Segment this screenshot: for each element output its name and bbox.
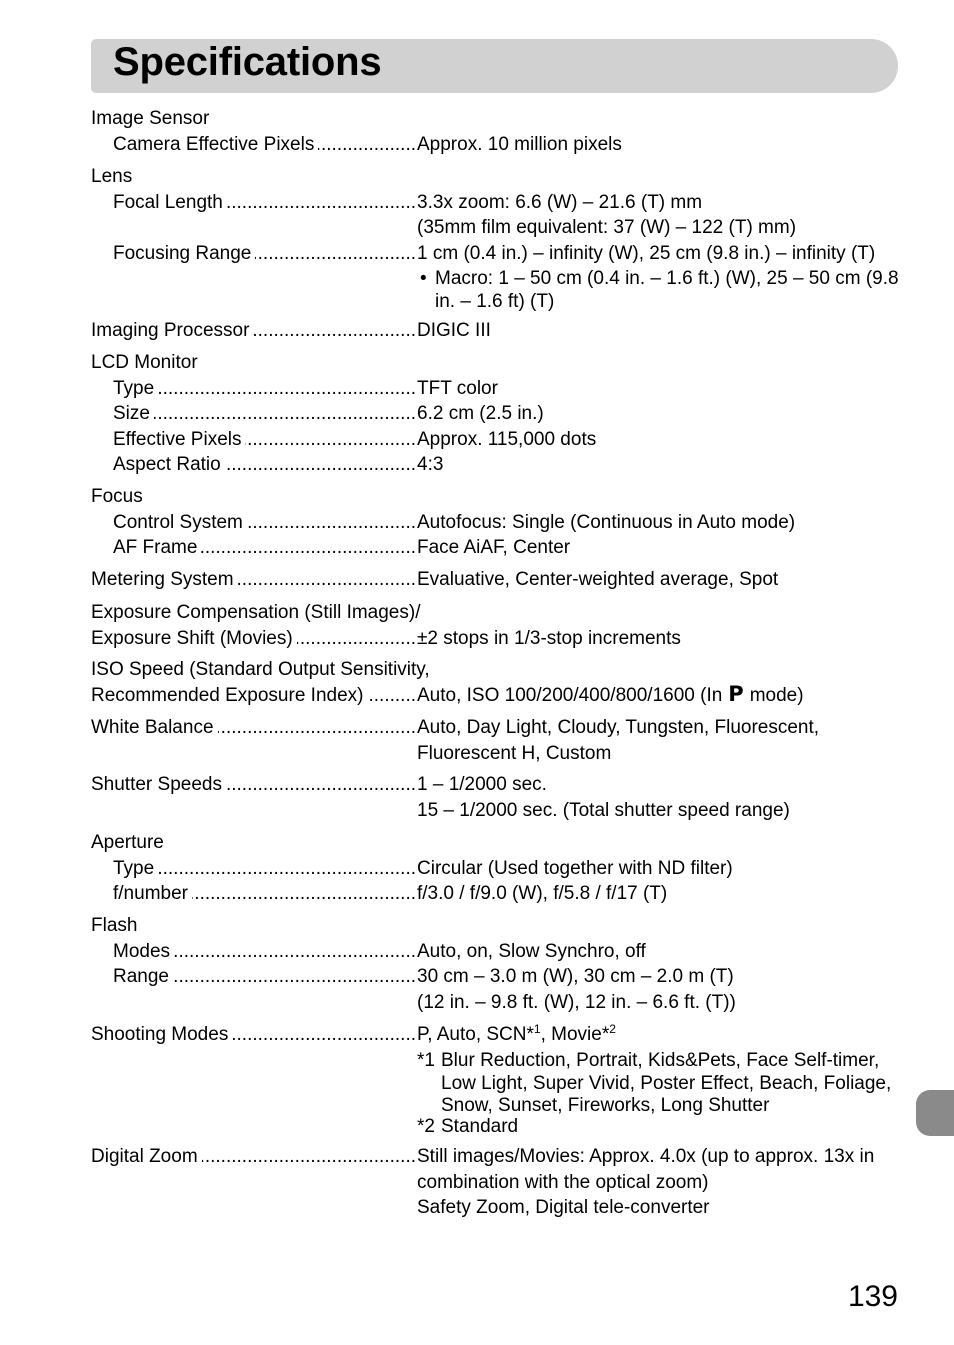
- spec-label: Focusing Range: [113, 242, 252, 264]
- spec-label: Focal Length: [113, 191, 223, 213]
- macro-note-continuation: [91, 290, 898, 313]
- section-heading: LCD Monitor: [91, 352, 198, 373]
- dot-leader: [367, 683, 416, 709]
- spec-label-cell: [113, 241, 417, 267]
- spec-section-metering-system: [91, 567, 898, 593]
- spec-section-lens: [91, 164, 898, 313]
- shooting-modes-text: , Movie*: [540, 1024, 610, 1045]
- spec-value: Approx. 10 million pixels: [417, 133, 622, 155]
- spec-label-line: [91, 600, 898, 626]
- spec-label-cell: [113, 401, 417, 427]
- macro-note-text: in. – 1.6 ft) (T): [435, 291, 555, 313]
- spec-value: Approx. 115,000 dots: [417, 428, 597, 450]
- chapter-side-tab: [916, 1090, 954, 1136]
- spec-section-lcd-monitor: [91, 350, 898, 478]
- spec-label-cell: [91, 318, 417, 344]
- spec-value-continuation: [91, 741, 898, 767]
- iso-value-text: mode): [749, 684, 804, 706]
- spec-label: Control System: [113, 511, 243, 533]
- dot-leader: [227, 190, 416, 216]
- section-heading-row: [91, 350, 898, 376]
- spec-value: 15 – 1/2000 sec. (Total shutter speed range): [417, 799, 790, 821]
- spec-value: Still images/Movies: Approx. 4.0x (up to approx. 13x in: [417, 1146, 875, 1167]
- footnote-text: Blur Reduction, Portrait, Kids&Pets, Face Self-timer,: [441, 1049, 880, 1071]
- section-heading-row: [91, 830, 898, 856]
- macro-note-text: Macro: 1 – 50 cm (0.4 in. – 1.6 ft.) (W), 25 – 50 cm (9.8: [435, 268, 899, 289]
- spec-label: AF Frame: [113, 537, 198, 558]
- macro-note-bullet: [91, 266, 898, 292]
- spec-section-flash: [91, 913, 898, 1015]
- section-heading: Focus: [91, 486, 143, 507]
- section-heading-row: [91, 164, 898, 190]
- spec-label-cell: [113, 190, 417, 216]
- spec-value: (12 in. – 9.8 ft. (W), 12 in. – 6.6 ft. (T)): [417, 991, 736, 1013]
- spec-row-lcd-effective-pixels: [91, 427, 898, 453]
- spec-section-shutter-speeds: [91, 772, 898, 823]
- dot-leader: [158, 856, 416, 882]
- spec-value: Face AiAF, Center: [417, 537, 571, 558]
- spec-label: Size: [113, 403, 150, 424]
- section-heading-row: [91, 913, 898, 939]
- spec-value: Autofocus: Single (Continuous in Auto mode): [417, 511, 796, 533]
- spec-row-f-number: [91, 881, 898, 907]
- spec-label-cell: [91, 715, 417, 741]
- section-heading: Flash: [91, 915, 138, 936]
- spec-row-lcd-aspect-ratio: [91, 452, 898, 478]
- spec-row-aperture-type: [91, 856, 898, 882]
- footnote-1-continuation: [91, 1072, 898, 1095]
- spec-value: Auto, on, Slow Synchro, off: [417, 940, 646, 962]
- spec-value-continuation: [91, 215, 898, 241]
- dot-leader: [154, 401, 416, 427]
- spec-value: 30 cm – 3.0 m (W), 30 cm – 2.0 m (T): [417, 966, 734, 987]
- bullet-icon: •: [420, 268, 427, 289]
- spec-value-continuation: [91, 1195, 898, 1221]
- spec-label-cell: [113, 939, 417, 965]
- spec-value-continuation: [91, 798, 898, 824]
- spec-section-image-sensor: [91, 106, 898, 157]
- spec-value: TFT color: [417, 377, 498, 399]
- page-title: Specifications: [113, 40, 382, 84]
- iso-value-text: Auto, ISO 100/200/400/800/1600 (In: [417, 684, 723, 706]
- spec-row-exposure-shift: [91, 626, 898, 652]
- spec-label-cell: [113, 510, 417, 536]
- footnote-text: Standard: [441, 1116, 519, 1138]
- spec-label: Exposure Compensation (Still Images)/: [91, 602, 421, 623]
- spec-label: f/number: [113, 883, 188, 904]
- dot-leader: [202, 1144, 416, 1170]
- spec-label: Aspect Ratio: [113, 454, 221, 475]
- spec-section-aperture: [91, 830, 898, 907]
- dot-leader: [173, 964, 416, 990]
- program-mode-icon: P: [728, 681, 744, 706]
- section-heading: Aperture: [91, 832, 164, 853]
- spec-value: Circular (Used together with ND filter): [417, 857, 733, 879]
- footnote-ref: 2: [609, 1022, 616, 1036]
- spec-value: [417, 1022, 616, 1048]
- spec-value: combination with the optical zoom): [417, 1171, 709, 1193]
- dot-leader: [218, 715, 416, 741]
- footnote-2: [91, 1115, 898, 1138]
- spec-row-lcd-size: [91, 401, 898, 427]
- spec-section-exposure: [91, 600, 898, 651]
- spec-label: Modes: [113, 940, 171, 962]
- spec-label: Type: [113, 857, 155, 879]
- section-heading: Image Sensor: [91, 108, 210, 129]
- spec-label: Digital Zoom: [91, 1146, 198, 1167]
- spec-value: Safety Zoom, Digital tele-converter: [417, 1197, 710, 1218]
- spec-value: f/3.0 / f/9.0 (W), f/5.8 / f/17 (T): [417, 883, 668, 904]
- footnote-text: Low Light, Super Vivid, Poster Effect, Beach, Foliage,: [441, 1072, 892, 1094]
- spec-value: ±2 stops in 1/3-stop increments: [417, 627, 681, 649]
- section-heading-row: [91, 484, 898, 510]
- spec-label-cell: [113, 376, 417, 402]
- spec-value: Evaluative, Center-weighted average, Spot: [417, 569, 779, 590]
- spec-label-cell: [91, 683, 417, 709]
- spec-label-cell: [91, 772, 417, 798]
- section-heading: Lens: [91, 166, 133, 187]
- page-number: 139: [847, 1280, 898, 1313]
- spec-section-digital-zoom: [91, 1144, 898, 1221]
- spec-row-focal-length: [91, 190, 898, 216]
- spec-value: DIGIC III: [417, 320, 491, 341]
- spec-label: Imaging Processor: [91, 320, 250, 341]
- spec-value: (35mm film equivalent: 37 (W) – 122 (T) mm): [417, 217, 797, 238]
- spec-value: 3.3x zoom: 6.6 (W) – 21.6 (T) mm: [417, 191, 703, 213]
- spec-row-lcd-type: [91, 376, 898, 402]
- spec-value: [417, 683, 804, 709]
- spec-label-cell: [91, 1144, 417, 1170]
- spec-label: Shooting Modes: [91, 1024, 229, 1045]
- spec-value: 6.2 cm (2.5 in.): [417, 403, 544, 424]
- spec-section-white-balance: [91, 715, 898, 766]
- spec-row-white-balance: [91, 715, 898, 741]
- spec-row-flash-modes: [91, 939, 898, 965]
- spec-label-cell: [113, 856, 417, 882]
- dot-leader: [255, 241, 416, 267]
- spec-label-cell: [113, 881, 417, 907]
- spec-label: White Balance: [91, 717, 214, 738]
- shooting-modes-text: P, Auto, SCN*: [417, 1024, 534, 1045]
- spec-label-line: [91, 657, 898, 683]
- spec-row-digital-zoom: [91, 1144, 898, 1170]
- section-heading-row: [91, 106, 898, 132]
- spec-row-shutter-speeds: [91, 772, 898, 798]
- spec-label-cell: [113, 132, 417, 158]
- dot-leader: [297, 626, 416, 652]
- spec-section-shooting-modes: [91, 1022, 898, 1138]
- spec-value: 1 cm (0.4 in.) – infinity (W), 25 cm (9.8 in.) – infinity (T): [417, 242, 876, 264]
- spec-label-cell: [113, 452, 417, 478]
- spec-label: ISO Speed (Standard Output Sensitivity,: [91, 659, 430, 680]
- spec-value-continuation: [91, 990, 898, 1016]
- spec-value: 4:3: [417, 454, 444, 475]
- spec-label: Shutter Speeds: [91, 774, 222, 795]
- spec-row-camera-effective-pixels: [91, 132, 898, 158]
- title-bar: [91, 39, 898, 93]
- footnote-1: [91, 1048, 898, 1074]
- spec-label-cell: [113, 427, 417, 453]
- dot-leader: [201, 535, 416, 561]
- dot-leader: [318, 132, 416, 158]
- spec-row-control-system: [91, 510, 898, 536]
- spec-label: Effective Pixels: [113, 428, 242, 450]
- dot-leader: [238, 567, 416, 593]
- spec-row-iso-speed: [91, 683, 898, 709]
- dot-leader: [232, 1022, 416, 1048]
- spec-value: Auto, Day Light, Cloudy, Tungsten, Fluorescent,: [417, 717, 820, 738]
- spec-label: Metering System: [91, 569, 234, 590]
- footnote-marker: *1: [417, 1049, 435, 1071]
- footnote-text: Snow, Sunset, Fireworks, Long Shutter: [441, 1094, 770, 1116]
- spec-label-cell: [91, 567, 417, 593]
- dot-leader: [253, 318, 416, 344]
- spec-section-focus: [91, 484, 898, 561]
- spec-label-cell: [91, 1022, 417, 1048]
- spec-value: Fluorescent H, Custom: [417, 742, 612, 764]
- spec-row-flash-range: [91, 964, 898, 990]
- dot-leader: [174, 939, 416, 965]
- spec-row-af-frame: [91, 535, 898, 561]
- spec-label: Camera Effective Pixels: [113, 133, 315, 155]
- spec-label: Type: [113, 377, 155, 399]
- footnote-1-continuation: [91, 1094, 898, 1117]
- spec-label: Exposure Shift (Movies): [91, 627, 293, 649]
- spec-row-metering-system: [91, 567, 898, 593]
- spec-label: Range: [113, 966, 169, 987]
- dot-leader: [245, 427, 416, 453]
- dot-leader: [225, 452, 416, 478]
- dot-leader: [158, 376, 416, 402]
- spec-label-cell: [91, 626, 417, 652]
- dot-leader: [192, 881, 416, 907]
- spec-section-imaging-processor: [91, 318, 898, 344]
- spec-label-cell: [113, 964, 417, 990]
- spec-label-cell: [113, 535, 417, 561]
- dot-leader: [226, 772, 416, 798]
- spec-value: 1 – 1/2000 sec.: [417, 774, 547, 795]
- footnote-ref: 1: [533, 1022, 541, 1036]
- footnote-marker: *2: [417, 1116, 435, 1138]
- spec-row-imaging-processor: [91, 318, 898, 344]
- dot-leader: [247, 510, 416, 536]
- spec-row-focusing-range: [91, 241, 898, 267]
- spec-value-continuation: [91, 1170, 898, 1196]
- spec-row-shooting-modes: [91, 1022, 898, 1048]
- spec-section-iso-speed: [91, 657, 898, 708]
- spec-label: Recommended Exposure Index): [91, 684, 364, 706]
